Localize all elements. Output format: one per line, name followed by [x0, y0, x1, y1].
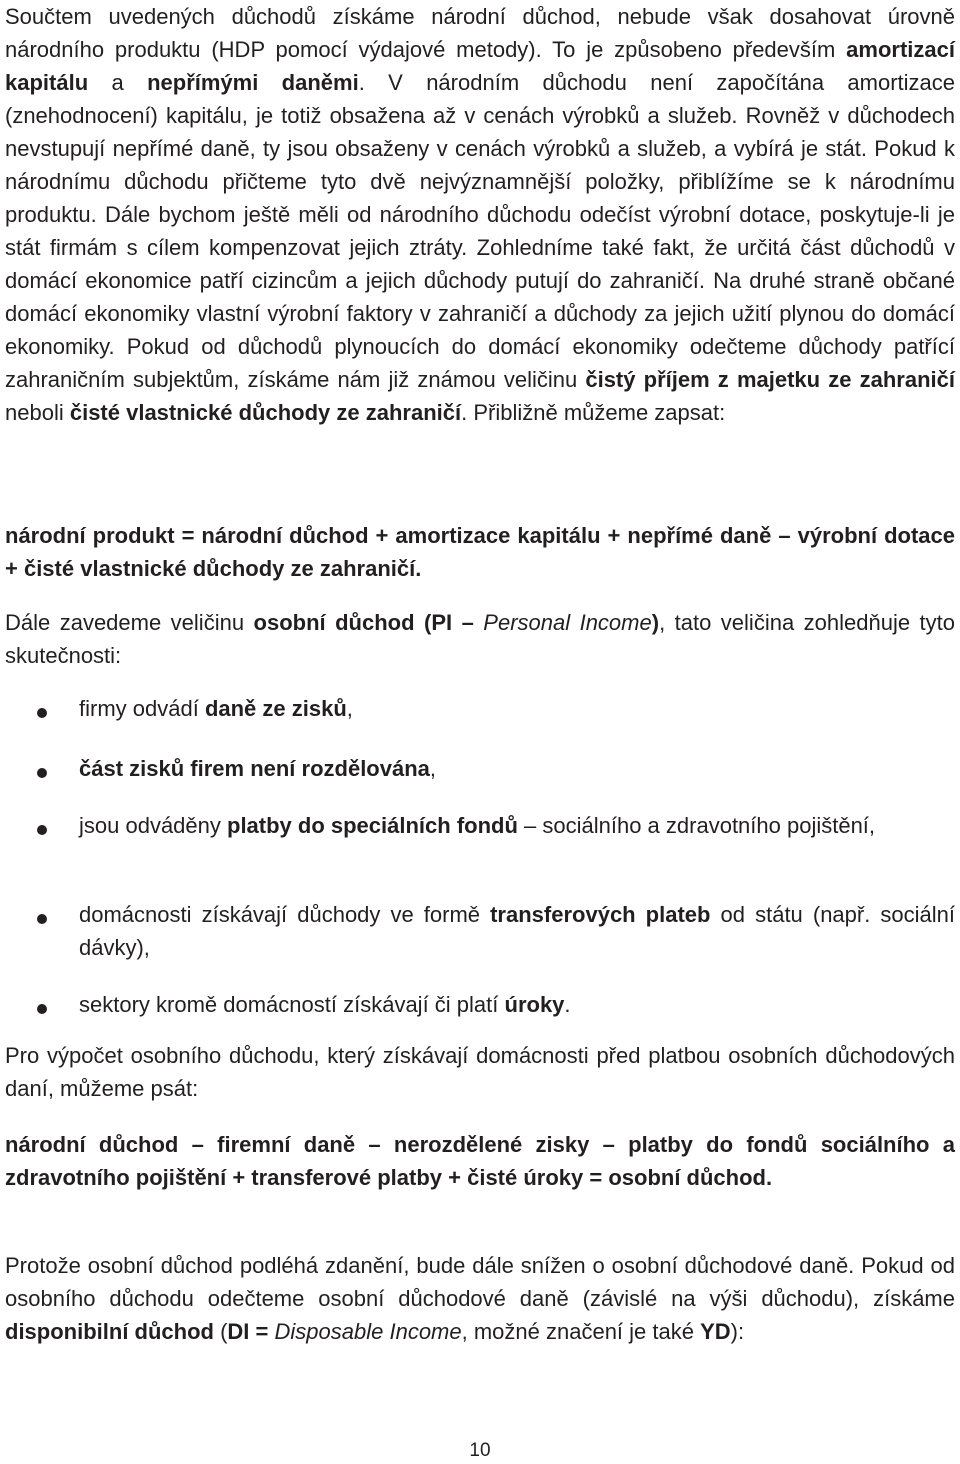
- paragraph-personal-income-calc: [5, 1039, 955, 1105]
- text-run: sektory kromě domácností získávají či platí: [79, 992, 505, 1017]
- text-run: a: [88, 70, 148, 95]
- text-run: Protože osobní důchod podléhá zdanění, bude dále snížen o osobní důchodové daně. Pokud od osobního důchodu odečteme osobní důchodové daně (závislé na výši důchodu), získáme: [5, 1253, 955, 1311]
- list-item-text: [79, 692, 955, 725]
- page-number: 10: [469, 1440, 491, 1461]
- text-run: DI =: [227, 1319, 269, 1344]
- text-run: – sociálního a zdravotního pojištění,: [517, 813, 876, 838]
- text-run: neboli: [5, 400, 70, 425]
- text-run: od státu (např. sociální dávky),: [79, 902, 956, 960]
- text-run: domácnosti získávají důchody ve formě: [79, 902, 491, 927]
- text-run: amortizací kapitálu: [5, 37, 955, 95]
- bullet-icon: [37, 1004, 47, 1014]
- text-run: YD: [700, 1319, 731, 1344]
- paragraph-national-income: [5, 0, 955, 429]
- text-run: čisté vlastnické důchody ze zahraničí: [69, 400, 462, 425]
- text-run: národní produkt = národní důchod + amortizace kapitálu + nepřímé daně – výrobní dotace + čisté vlastnické důchody ze zahraničí.: [5, 523, 955, 581]
- text-run: ,: [429, 756, 437, 781]
- text-run: daně ze zisků: [204, 696, 347, 721]
- text-run: disponibilní důchod: [5, 1319, 214, 1344]
- formula-national-product: [5, 519, 955, 585]
- bullet-icon: [37, 768, 47, 778]
- text-run: ): [651, 610, 660, 635]
- bullet-icon: [37, 914, 47, 924]
- bullet-icon: [37, 708, 47, 718]
- text-run: . V národním důchodu není započítána amortizace (znehodnocení) kapitálu, je totiž obsažena až v cenách výrobků a služeb. Rovněž v důchodech nevstupují nepřímé daně, ty jsou obsaženy v cenách výrobků a služeb, a vybírá je stát. Pokud k národnímu důchodu přičteme tyto dvě nejvýznamnější položky, přiblížíme se k národnímu produktu. Dále bychom ještě měli od národního důchodu odečíst výrobní dotace, poskytuje-li je stát firmám s cílem kompenzovat jejich ztráty. Zohledníme také fakt, že určitá část důchodů v domácí ekonomice patří cizincům a jejich důchody putují do zahraničí. Na druhé straně občané domácí ekonomiky vlastní výrobní faktory v zahraničí a důchody za jejich užití plynou do domácí ekonomiky. Pokud od důchodů plynoucích do domácí ekonomiky odečteme důchody patřící zahraničním subjektům, získáme nám již známou veličinu: [5, 70, 955, 392]
- formula-personal-income: [5, 1128, 955, 1194]
- paragraph-personal-income: [5, 606, 955, 672]
- list-item-text: [79, 752, 955, 785]
- text-run: jsou odváděny: [79, 813, 227, 838]
- text-run: . Přibližně můžeme zapsat:: [461, 400, 726, 425]
- text-run: Personal Income: [483, 610, 652, 635]
- text-run: čistý příjem z majetku ze zahraničí: [585, 367, 955, 392]
- list-item-text: [79, 809, 955, 842]
- text-run: transferových plateb: [490, 902, 711, 927]
- list-item-text: [79, 988, 955, 1021]
- text-run: ,: [346, 696, 353, 721]
- text-run: platby do speciálních fondů: [227, 813, 518, 838]
- text-run: Pro výpočet osobního důchodu, který získávají domácnosti před platbou osobních důchodových daní, můžeme psát:: [5, 1043, 955, 1101]
- text-run: osobní důchod (PI –: [253, 610, 484, 635]
- text-run: nepřímými daněmi: [147, 70, 359, 95]
- text-run: (: [213, 1319, 228, 1344]
- bullet-icon: [37, 825, 47, 835]
- list-item-text: [79, 898, 955, 964]
- text-run: , tato veličina zohledňuje tyto skutečnosti:: [5, 610, 955, 668]
- text-run: část zisků firem není rozdělována: [79, 756, 430, 781]
- text-run: národní důchod – firemní daně – nerozdělené zisky – platby do fondů sociálního a zdravotního pojištění + transferové platby + čisté úroky = osobní důchod.: [5, 1132, 955, 1190]
- text-run: firmy odvádí: [79, 696, 205, 721]
- text-run: Součtem uvedených důchodů získáme národní důchod, nebude však dosahovat úrovně národního produktu (HDP pomocí výdajové metody). To je způsobeno především: [5, 4, 955, 62]
- text-run: ):: [730, 1319, 745, 1344]
- paragraph-disposable-income: [5, 1249, 955, 1348]
- text-run: .: [564, 992, 571, 1017]
- text-run: Dále zavedeme veličinu: [5, 610, 254, 635]
- text-run: , možné značení je také: [461, 1319, 701, 1344]
- text-run: Disposable Income: [274, 1319, 462, 1344]
- text-run: úroky: [504, 992, 565, 1017]
